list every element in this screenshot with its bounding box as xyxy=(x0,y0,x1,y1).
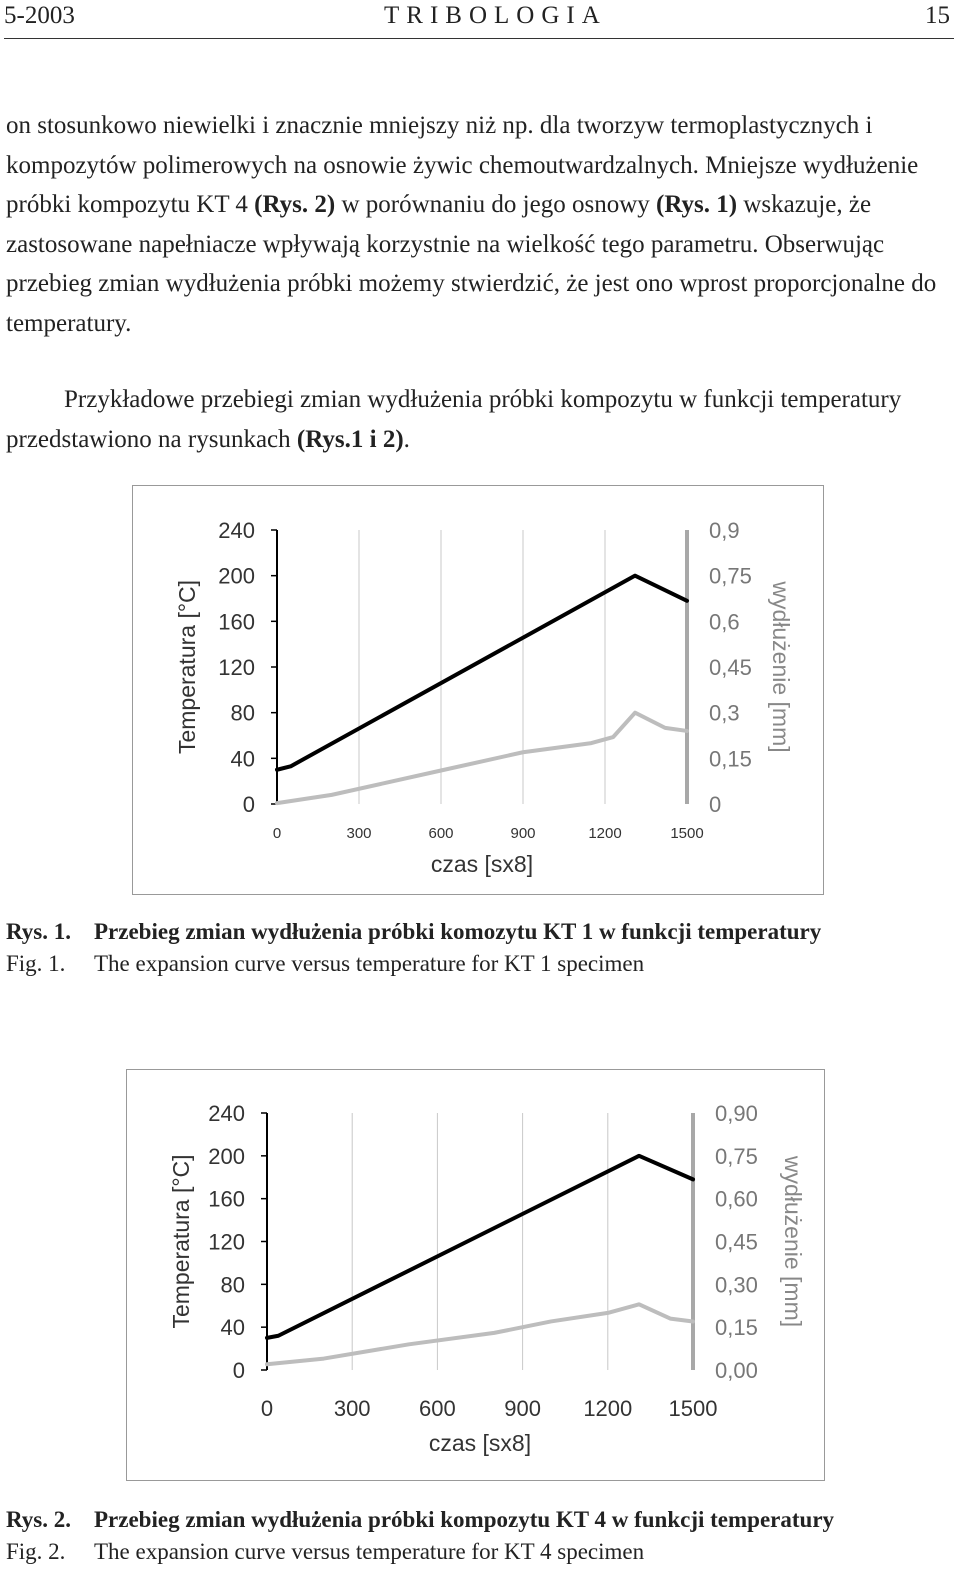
x-tick-label: 600 xyxy=(419,1396,456,1421)
paragraph-1-text-c: w porównaniu do jego osnowy xyxy=(335,191,657,218)
x-tick-label: 300 xyxy=(346,825,372,842)
ref-rys-1-and-2: (Rys.1 i 2) xyxy=(296,425,404,453)
y-axis-title: Temperatura [°C] xyxy=(174,579,200,755)
y2-tick-label: 0,9 xyxy=(709,518,740,543)
rys-1-text: Przebieg zmian wydłużenia próbki komozytu KT 1 w funkcji temperatury xyxy=(94,919,822,944)
y-tick-label: 120 xyxy=(208,1229,245,1255)
x-tick-label: 300 xyxy=(333,1396,371,1421)
paragraph-1-text-e: wskazuje, że zastosowane napełniacze wpływają korzystnie na wielkość tego parametru. Obserwując przebieg zmian wydłużenia próbki możemy stwierdzić, że jest ono wprost proporcjonalne do temperatury. xyxy=(6,191,937,337)
paragraph-2-text-a: Przykładowe przebiegi zmian wydłużenia próbki kompozytu w funkcji temperatury przedstawiono na rysunkach xyxy=(6,386,902,453)
fig-2-label: Fig. 2. xyxy=(6,1539,66,1564)
y2-axis-title: wydłużenie [mm] xyxy=(768,581,794,753)
y2-tick-label: 0,3 xyxy=(709,700,740,726)
x-tick-label: 1200 xyxy=(583,1396,633,1421)
y2-tick-label: 0,6 xyxy=(709,609,740,635)
figure-2-svg xyxy=(127,1070,824,1480)
x-axis-title: czas [sx8] xyxy=(430,851,534,877)
x-tick-label: 0 xyxy=(272,825,282,842)
x-tick-label: 1200 xyxy=(588,825,622,842)
y2-tick-label: 0,75 xyxy=(715,1143,758,1169)
x-tick-label: 0 xyxy=(260,1396,274,1421)
ref-rys-2: (Rys. 2) xyxy=(254,191,336,218)
figure-1-chart xyxy=(132,485,824,895)
y2-tick-label: 0,15 xyxy=(709,746,752,772)
y-tick-label: 80 xyxy=(220,1272,245,1298)
figure-2-caption-en xyxy=(6,1539,644,1565)
figure-1-svg xyxy=(133,486,823,894)
rys-2-label: Rys. 2. xyxy=(6,1507,72,1532)
issue-number: 5-2003 xyxy=(4,2,75,29)
y-tick-label: 160 xyxy=(208,1186,245,1212)
elongation-series-line xyxy=(267,1304,693,1364)
y2-tick-label: 0 xyxy=(709,792,722,817)
paragraph-2 xyxy=(6,380,954,459)
x-axis-title: czas [sx8] xyxy=(428,1430,532,1456)
x-tick-label: 1500 xyxy=(668,1396,718,1421)
rys-2-text: Przebieg zmian wydłużenia próbki kompozytu KT 4 w funkcji temperatury xyxy=(94,1507,835,1532)
y2-axis-title: wydłużenie [mm] xyxy=(780,1155,806,1328)
elongation-series-line xyxy=(277,713,687,803)
y-tick-label: 0 xyxy=(242,792,255,817)
temperature-series-line xyxy=(267,1156,693,1338)
page-number: 15 xyxy=(925,2,950,29)
y2-tick-label: 0,45 xyxy=(715,1229,758,1255)
y-tick-label: 240 xyxy=(208,1101,245,1126)
figure-1-caption-pl xyxy=(6,919,821,945)
x-tick-label: 900 xyxy=(510,825,536,842)
x-tick-label: 600 xyxy=(428,825,454,842)
temperature-series-line xyxy=(277,576,687,770)
fig-1-text: The expansion curve versus temperature for KT 1 specimen xyxy=(94,951,645,976)
x-tick-label: 900 xyxy=(504,1396,541,1421)
y-tick-label: 80 xyxy=(230,700,255,726)
y-tick-label: 0 xyxy=(232,1358,245,1383)
figure-2-chart xyxy=(126,1069,825,1481)
y2-tick-label: 0,30 xyxy=(715,1272,758,1298)
paragraph-1 xyxy=(6,106,954,343)
paragraph-1-text-a: on stosunkowo niewielki i znacznie mniejszy niż np. dla tworzyw termoplastycznych i kompozytów polimerowych na osnowie żywic chemoutwardzalnych. Mniejsze wydłużenie próbki kompozytu KT 4 xyxy=(6,112,919,218)
paragraph-2-text-c: . xyxy=(403,425,410,453)
y-axis-title: Temperatura [°C] xyxy=(168,1154,194,1329)
rys-1-label: Rys. 1. xyxy=(6,919,72,944)
x-tick-label: 1500 xyxy=(670,825,704,842)
y-tick-label: 200 xyxy=(208,1143,245,1169)
y-tick-label: 40 xyxy=(220,1315,245,1341)
fig-1-label: Fig. 1. xyxy=(6,951,66,976)
figure-2-caption-pl xyxy=(6,1507,834,1533)
journal-title: TRIBOLOGIA xyxy=(384,2,607,29)
y2-tick-label: 0,75 xyxy=(709,563,752,589)
y2-tick-label: 0,00 xyxy=(715,1358,758,1383)
y-tick-label: 120 xyxy=(218,655,255,680)
ref-rys-1: (Rys. 1) xyxy=(656,191,738,218)
y-tick-label: 240 xyxy=(218,518,255,543)
y-tick-label: 160 xyxy=(218,609,255,635)
y-tick-label: 200 xyxy=(218,563,255,589)
y2-tick-label: 0,90 xyxy=(715,1101,758,1126)
page-header xyxy=(4,0,954,39)
y2-tick-label: 0,15 xyxy=(715,1315,758,1341)
fig-2-text: The expansion curve versus temperature for KT 4 specimen xyxy=(94,1539,645,1564)
y2-tick-label: 0,45 xyxy=(709,655,752,680)
y-tick-label: 40 xyxy=(230,746,255,772)
figure-1-caption-en xyxy=(6,951,644,977)
y2-tick-label: 0,60 xyxy=(715,1186,758,1212)
